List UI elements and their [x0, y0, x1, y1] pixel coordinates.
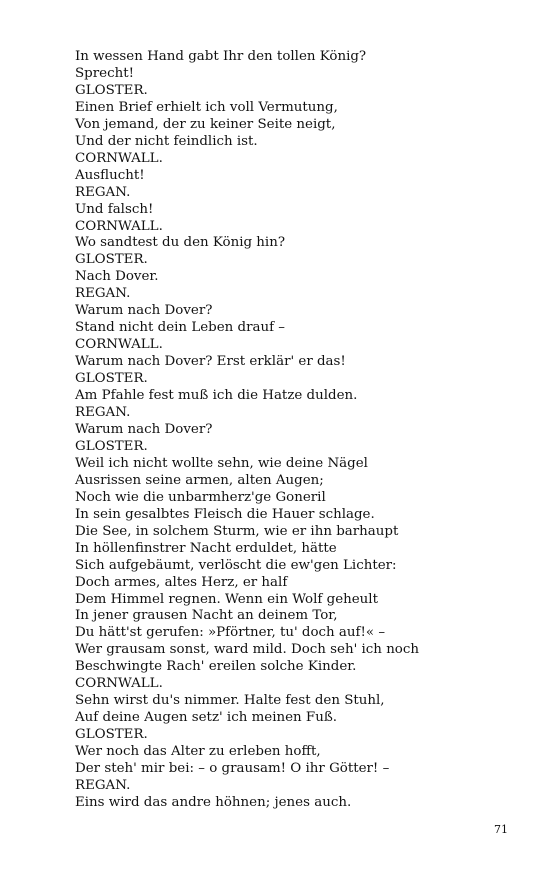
verse-line: Eins wird das andre höhnen; jenes auch. [75, 794, 352, 810]
verse-line: Beschwingte Rach' ereilen solche Kinder. [75, 659, 357, 675]
verse-line: Noch wie die unbarmherz'ge Goneril [75, 489, 326, 505]
verse-line: In höllenfinstrer Nacht erduldet, hätte [75, 540, 337, 556]
verse-line: Warum nach Dover? [75, 303, 213, 319]
speaker-name: GLOSTER. [75, 727, 148, 743]
speaker-name: CORNWALL. [75, 150, 163, 166]
speaker-name: REGAN. [75, 184, 131, 200]
verse-line: Ausrissen seine armen, alten Augen; [75, 472, 324, 488]
speaker-name: CORNWALL. [75, 218, 163, 234]
play-text [75, 49, 495, 812]
verse-line: Stand nicht dein Leben drauf – [75, 320, 286, 336]
verse-line: Warum nach Dover? [75, 421, 213, 437]
verse-line: Von jemand, der zu keiner Seite neigt, [75, 116, 336, 132]
verse-line: In wessen Hand gabt Ihr den tollen König? [75, 49, 367, 64]
speaker-name: REGAN. [75, 777, 131, 793]
verse-line: Ausflucht! [75, 167, 145, 183]
speaker-name: REGAN. [75, 405, 131, 421]
speaker-name: GLOSTER. [75, 82, 148, 98]
verse-line: Auf deine Augen setz' ich meinen Fuß. [75, 710, 338, 726]
verse-line: Einen Brief erhielt ich voll Vermutung, [75, 99, 338, 115]
page-number: 71 [494, 823, 508, 836]
speaker-name: GLOSTER. [75, 438, 148, 454]
verse-line: Und falsch! [75, 201, 154, 217]
speaker-name: GLOSTER. [75, 252, 148, 268]
verse-line: Dem Himmel regnen. Wenn ein Wolf geheult [75, 591, 378, 607]
verse-line: Sehn wirst du's nimmer. Halte fest den Stuhl, [75, 693, 385, 709]
verse-line: Du hätt'st gerufen: »Pförtner, tu' doch auf!« – [75, 625, 386, 641]
verse-line: Die See, in solchem Sturm, wie er ihn barhaupt [75, 523, 399, 539]
verse-line: In sein gesalbtes Fleisch die Hauer schlage. [75, 506, 375, 522]
speaker-name: GLOSTER. [75, 371, 148, 387]
verse-line: Sprecht! [75, 65, 134, 81]
verse-line: Wo sandtest du den König hin? [75, 235, 286, 251]
verse-line: Sich aufgebäumt, verlöscht die ew'gen Lichter: [75, 557, 397, 573]
speaker-name: CORNWALL. [75, 676, 163, 692]
verse-line: Warum nach Dover? Erst erklär' er das! [75, 354, 346, 370]
verse-line: Doch armes, altes Herz, er half [75, 574, 288, 590]
verse-line: Der steh' mir bei: – o grausam! O ihr Götter! – [75, 761, 390, 777]
speaker-name: REGAN. [75, 286, 131, 302]
speaker-name: CORNWALL. [75, 337, 163, 353]
verse-line: Nach Dover. [75, 269, 159, 285]
verse-line: Wer noch das Alter zu erleben hofft, [75, 744, 321, 760]
verse-line: Wer grausam sonst, ward mild. Doch seh' ich noch [75, 642, 419, 658]
verse-line: Und der nicht feindlich ist. [75, 133, 258, 149]
verse-line: Weil ich nicht wollte sehn, wie deine Nägel [75, 455, 368, 471]
verse-line: Am Pfahle fest muß ich die Hatze dulden. [75, 388, 358, 404]
verse-line: In jener grausen Nacht an deinem Tor, [75, 608, 338, 624]
